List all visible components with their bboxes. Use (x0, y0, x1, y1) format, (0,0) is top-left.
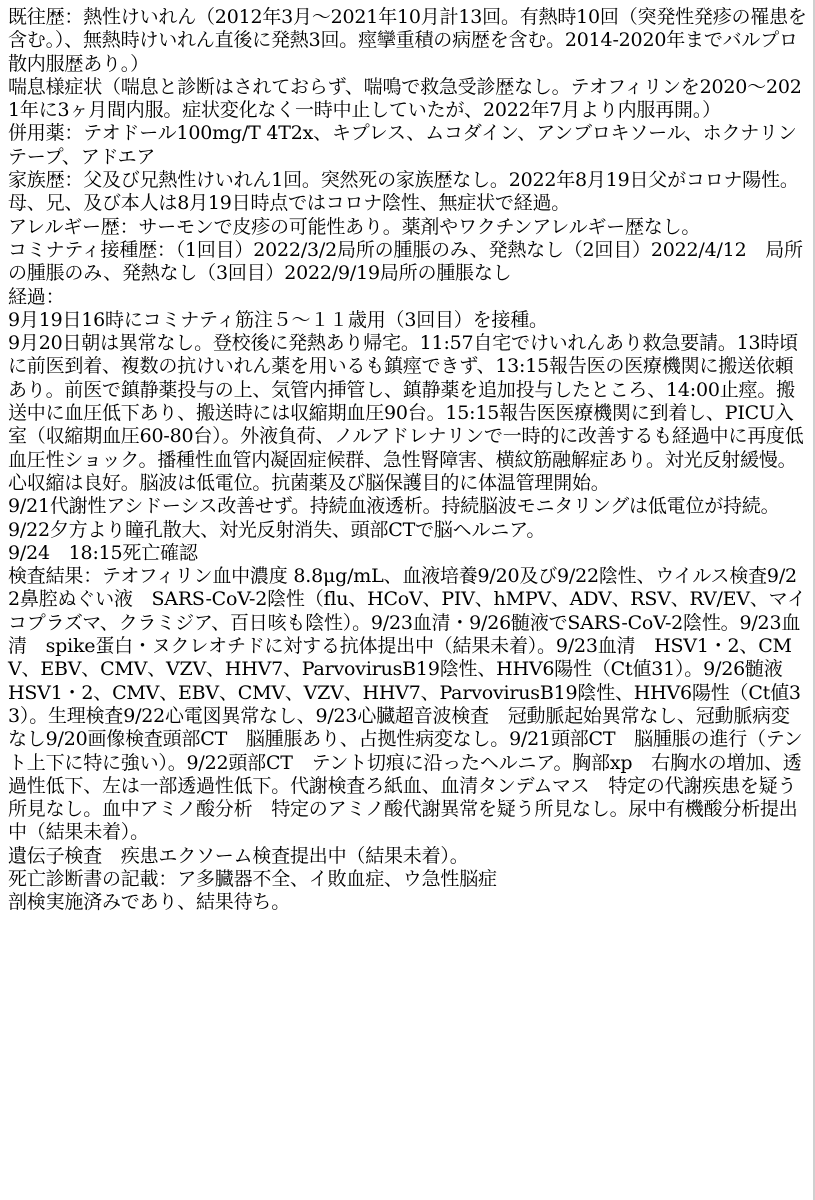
asthma-symptoms-paragraph: 喘息様症状（喘息と診断はされておらず、喘鳴で救急受診歴なし。テオフィリンを2020〜2021年に3ヶ月間内服。症状変化なく一時中止していたが、2022年7月より内服再開。） (8, 75, 802, 122)
vaccination-history-paragraph: コミナティ接種歴：（1回目）2022/3/2局所の腫脹のみ、発熱なし（2回目）2022/4/12 局所の腫脹のみ、発熱なし（3回目）2022/9/19局所の腫脹なし (8, 238, 803, 285)
autopsy-paragraph: 剖検実施済みであり、結果待ち。 (8, 891, 291, 914)
family-history-paragraph: 家族歴：父及び兄熱性けいれん1回。突然死の家族歴なし。2022年8月19日父がコロナ陽性。母、兄、及び本人は8月19日時点ではコロナ陰性、無症状で経過。 (8, 169, 799, 215)
genetic-test-paragraph: 遺伝子検査 疾患エクソーム検査提出中（結果未着）。 (8, 844, 469, 867)
course-sep22-paragraph: 9/22夕方より瞳孔散大、対光反射消失、頭部CTで脳ヘルニア。 (8, 518, 546, 541)
course-sep21-paragraph: 9/21代謝性アシドーシス改善せず。持続血液透析。持続脳波モニタリングは低電位が持続。 (8, 495, 780, 518)
course-sep20-paragraph: 9月20日朝は異常なし。登校後に発熱あり帰宅。11:57自宅でけいれんあり救急要請。13時頃に前医到着、複数の抗けいれん薬を用いるも鎮痙できず、13:15報告医の医療機関に搬送依頼あり。前医で鎮静薬投与の上、気管内挿管し、鎮静薬を追加投与したところ、14:00止痙。搬送中に血圧低下あり、搬送時には収縮期血圧90台。15:15報告医医療機関に到着し、PICU入室（収縮期血圧60-80台）。外液負荷、ノルアドレナリンで一時的に改善するも経過中に再度低血圧性ショック。播種性血管内凝固症候群、急性腎障害、横紋筋融解症あり。対光反射緩慢。心収縮は良好。脳波は低電位。抗菌薬及び脳保護目的に体温管理開始。 (8, 332, 804, 494)
test-results-paragraph: 検査結果：テオフィリン血中濃度 8.8μg/mL、血液培養9/20及び9/22陰性、ウイルス検査9/22鼻腔ぬぐい液 SARS-CoV-2陰性（flu、HCoV、PIV、hMPV、ADV、RSV、RV/EV、マイコプラズマ、クラミジア、百日咳も陰性）。9/23血清・9/26髄液でSARS-CoV-2陰性。9/23血清 spike蛋白・ヌクレオチドに対する抗体提出中（結果未着）。9/23血清 HSV1・2、CMV、EBV、CMV、VZV、HHV7、ParvovirusB19陰性、HHV6陽性（Ct値31）。9/26髄液 HSV1・2、CMV、EBV、CMV、VZV、HHV7、ParvovirusB19陰性、HHV6陽性（Ct値33）。生理検査9/22心電図異常なし、9/23心臓超音波検査 冠動脈起始異常なし、冠動脈病変なし9/20画像検査頭部CT 脳腫脹あり、占拠性病変なし。9/21頭部CT 脳腫脹の進行（テント上下に特に強い）。9/22頭部CT テント切痕に沿ったヘルニア。胸部xp 右胸水の増加、透過性低下、左は一部透過性低下。代謝検査ろ紙血、血清タンデムマス 特定の代謝疾患を疑う所見なし。血中アミノ酸分析 特定のアミノ酸代謝異常を疑う所見なし。尿中有機酸分析提出中（結果未着）。 (8, 565, 806, 844)
allergy-history-paragraph: アレルギー歴：サーモンで皮疹の可能性あり。薬剤やワクチンアレルギー歴なし。 (8, 215, 701, 238)
course-sep24-paragraph: 9/24 18:15死亡確認 (8, 541, 198, 564)
report-document (8, 6, 808, 915)
past-history-paragraph: 既往歴：熱性けいれん（2012年3月〜2021年10月計13回。有熱時10回（突発性発疹の罹患を含む。）、無熱時けいれん直後に発熱3回。痙攣重積の病歴を含む。2014-2020年までバルプロ散内服歴あり。） (8, 6, 807, 75)
course-vaccination-paragraph: 9月19日16時にコミナティ筋注５〜１１歳用（3回目）を接種。 (8, 308, 548, 331)
concomitant-medication-paragraph: 併用薬：テオドール100mg/T 4T2x、キプレス、ムコダイン、アンブロキソール、ホクナリンテープ、アドエア (8, 122, 797, 168)
death-certificate-paragraph: 死亡診断書の記載：ア多臓器不全、イ敗血症、ウ急性脳症 (8, 867, 497, 890)
course-heading: 経過： (8, 285, 65, 308)
